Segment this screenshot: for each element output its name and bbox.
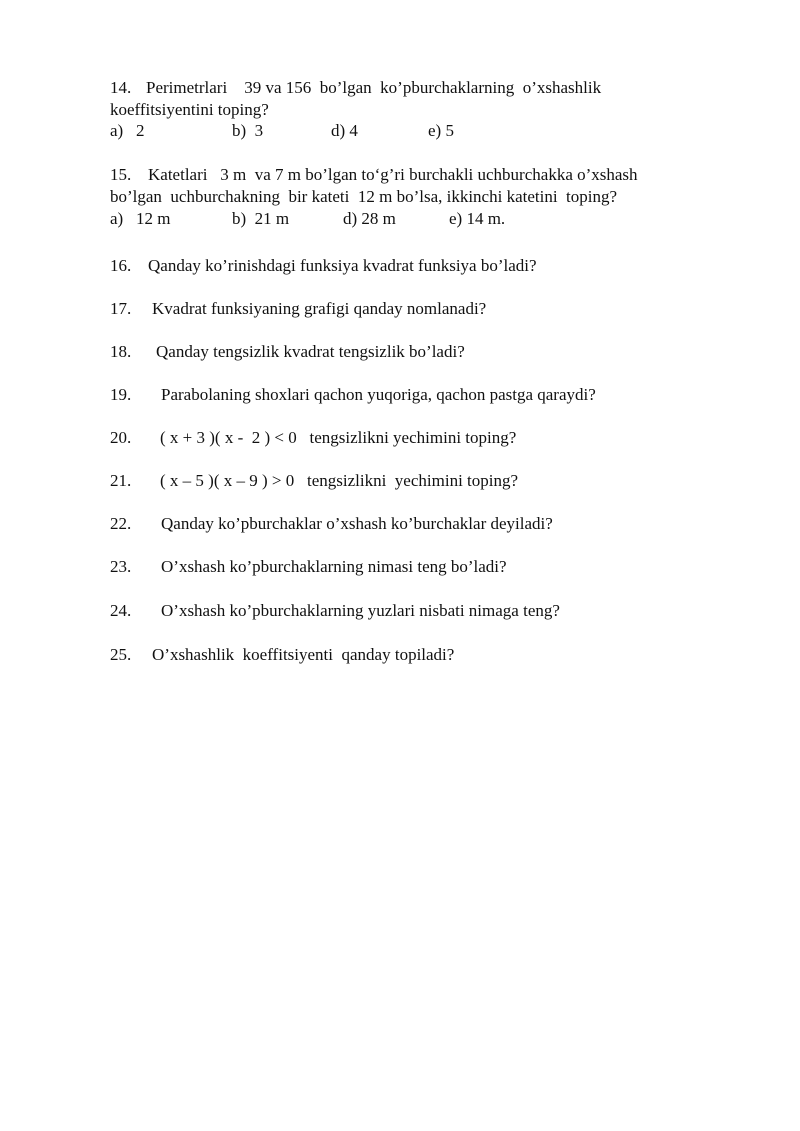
question-number: 15. <box>110 165 132 184</box>
question-number: 16. <box>110 256 132 275</box>
question-text: Qanday ko’rinishdagi funksiya kvadrat funksiya bo’ladi? <box>148 256 537 275</box>
question-text: Parabolaning shoxlari qachon yuqoriga, qachon pastga qaraydi? <box>161 385 596 404</box>
question-text: O’xshash ko’pburchaklarning yuzlari nisbati nimaga teng? <box>161 601 560 620</box>
option-b: b) 21 m <box>232 209 290 228</box>
question-number: 23. <box>110 557 132 576</box>
question-number: 17. <box>110 299 132 318</box>
question-number: 21. <box>110 471 132 490</box>
question-number: 18. <box>110 342 132 361</box>
question-number: 14. <box>110 78 132 97</box>
option-e: e) 14 m. <box>449 209 506 228</box>
question-number: 24. <box>110 601 132 620</box>
option-a: a) 12 m <box>110 209 171 228</box>
option-b: b) 3 <box>232 121 264 140</box>
question-number: 20. <box>110 428 132 447</box>
option-a: a) 2 <box>110 121 145 140</box>
question-number: 19. <box>110 385 132 404</box>
question-text: ( x – 5 )( x – 9 ) > 0 tengsizlikni yechimini toping? <box>160 471 519 490</box>
question-text: Qanday ko’pburchaklar o’xshash ko’burchaklar deyiladi? <box>161 514 553 533</box>
question-text: ( x + 3 )( x - 2 ) < 0 tengsizlikni yechimini toping? <box>160 428 517 447</box>
question-text: O’xshash ko’pburchaklarning nimasi teng bo’ladi? <box>161 557 507 576</box>
option-e: e) 5 <box>428 121 454 140</box>
question-text: Qanday tengsizlik kvadrat tengsizlik bo’ladi? <box>156 342 465 361</box>
question-text-line-2: koeffitsiyentini toping? <box>110 100 269 119</box>
question-text-line-1: Katetlari 3 m va 7 m bo’lgan to‘g’ri burchakli uchburchakka o’xshash <box>148 165 638 184</box>
option-d: d) 4 <box>331 121 358 140</box>
option-d: d) 28 m <box>343 209 396 228</box>
question-text-line-1: Perimetrlari 39 va 156 bo’lgan ko’pburchaklarning o’xshashlik <box>146 78 602 97</box>
question-number: 22. <box>110 514 132 533</box>
question-text: Kvadrat funksiyaning grafigi qanday nomlanadi? <box>152 299 487 318</box>
question-number: 25. <box>110 645 132 664</box>
question-text: O’xshashlik koeffitsiyenti qanday topiladi? <box>152 645 455 664</box>
question-text-line-2: bo’lgan uchburchakning bir kateti 12 m bo’lsa, ikkinchi katetini toping? <box>110 187 618 206</box>
